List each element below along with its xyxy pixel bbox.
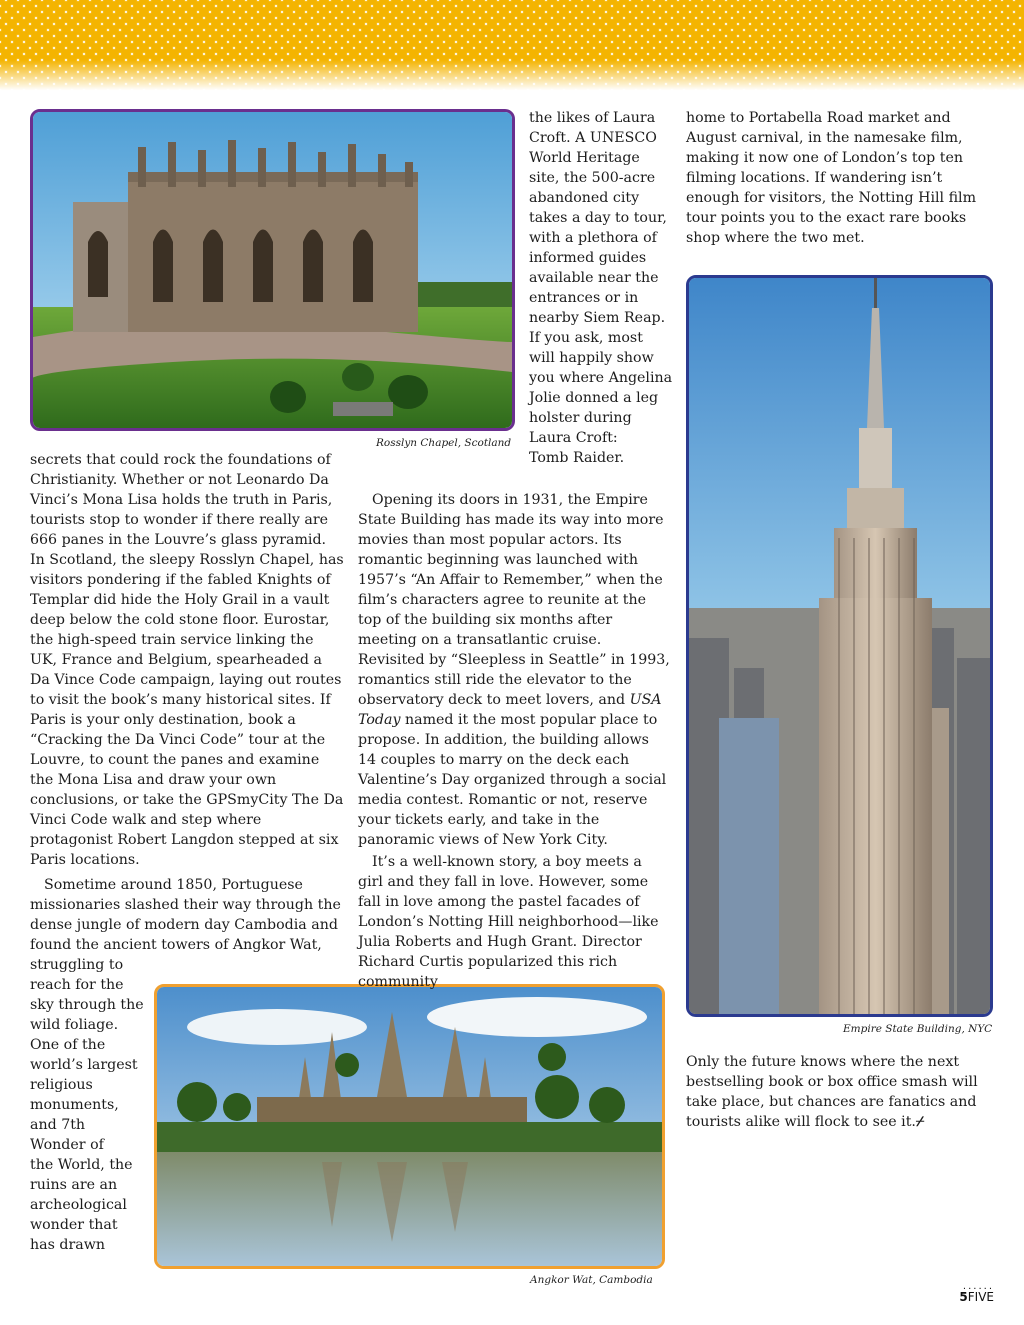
narrow-line: Laura Croft: [529, 430, 618, 446]
empire-text-before: Opening its doors in 1931, the Empire State Building has made its way into more movies than most popular actors. Its romantic beginning was launched with 1957’s “An Affair to Remember,” when the film’s characters agree to reunite at the top of the building six months after meeting on a transatlantic cruise. Revisited by “Sleepless in Seattle” in 1993, romantics still ride the elevator to the observatory deck to meet lovers, and [358, 492, 670, 708]
page-number-dots: ...... [962, 1281, 994, 1292]
narrow-line: and 7th [30, 1117, 86, 1133]
empire-paragraph [358, 490, 670, 850]
column1-paragraph2 [30, 875, 345, 955]
end-mark-icon: ⌿ [915, 1114, 925, 1130]
narrow-line: Jolie donned a leg [529, 390, 659, 406]
narrow-line: informed guides [529, 250, 647, 266]
narrow-line: abandoned city [529, 190, 640, 206]
notting-hill-continued-paragraph: home to Portabella Road market and August carnival, in the namesake film, making it now one of London’s top ten filming locations. If wandering isn’t enough for visitors, the Notting Hill film tour points you to the exact rare books shop where the two met. [686, 110, 977, 246]
rosslyn-caption: Rosslyn Chapel, Scotland [376, 437, 512, 449]
narrow-line: wonder that [30, 1217, 118, 1233]
page-number-digit: 5 [959, 1290, 968, 1304]
column2-narrow-text [529, 108, 679, 468]
narrow-line: the likes of Laura [529, 110, 656, 126]
narrow-line: sky through the [30, 997, 144, 1013]
narrow-line: with a plethora of [529, 230, 657, 246]
dotted-header-fade [0, 60, 1024, 92]
narrow-line: archeological [30, 1197, 127, 1213]
rosslyn-chapel-photo [30, 109, 515, 431]
narrow-line: monuments, [30, 1097, 119, 1113]
column2-notting-text [358, 852, 670, 992]
narrow-line: struggling to [30, 957, 124, 973]
narrow-line: you where Angelina [529, 370, 673, 386]
angkor-wat-photo [154, 984, 665, 1269]
column1-paragraph1 [30, 450, 345, 870]
narrow-line: takes a day to tour, [529, 210, 667, 226]
usa-today-italic: USA Today [358, 692, 662, 728]
empire-caption: Empire State Building, NYC [843, 1023, 993, 1035]
page-number [959, 1281, 994, 1304]
page-number-word: FIVE [967, 1290, 994, 1304]
narrow-line: world’s largest [30, 1057, 138, 1073]
narrow-line: One of the [30, 1037, 106, 1053]
narrow-line: Tomb Raider. [529, 450, 625, 466]
empire-state-photo [686, 275, 993, 1017]
narrow-line: wild foliage. [30, 1017, 119, 1033]
angkor-paragraph-start: Sometime around 1850, Portuguese missionaries slashed their way through the dense jungle of modern day Cambodia and found the ancient towers of Angkor Wat, [30, 877, 341, 953]
narrow-line: the World, the [30, 1157, 133, 1173]
angkor-caption: Angkor Wat, Cambodia [530, 1274, 653, 1286]
notting-hill-paragraph: It’s a well-known story, a boy meets a girl and they fall in love. However, some fall in love among the pastel facades of London’s Notting Hill neighborhood—like Julia Roberts and Hugh Grant. Director Richard Curtis popularized this rich community [358, 854, 659, 990]
column1-narrow-text [30, 955, 150, 1255]
column3-top-text [686, 108, 996, 248]
narrow-line: If you ask, most [529, 330, 643, 346]
narrow-line: entrances or in [529, 290, 639, 306]
narrow-line: reach for the [30, 977, 124, 993]
narrow-line: will happily show [529, 350, 654, 366]
narrow-line: religious [30, 1077, 93, 1093]
closing-text: Only the future knows where the next bestselling book or box office smash will take place, but chances are fanatics and tourists alike will flock to see it. [686, 1054, 978, 1130]
column2-main-text [358, 490, 670, 850]
narrow-line: Wonder of [30, 1137, 104, 1153]
narrow-line: available near the [529, 270, 659, 286]
narrow-line: has drawn [30, 1237, 105, 1253]
narrow-line: Croft. A UNESCO [529, 130, 657, 146]
column3-bottom-text [686, 1052, 986, 1132]
da-vinci-paragraph: secrets that could rock the foundations of Christianity. Whether or not Leonardo Da Vinci’s Mona Lisa holds the truth in Paris, tourists stop to wonder if there really are 666 panes in the Louvre’s glass pyramid. In Scotland, the sleepy Rosslyn Chapel, has visitors pondering if the fabled Knights of Templar did hide the Holy Grail in a vault deep below the cold stone floor. Eurostar, the high-speed train service linking the UK, France and Belgium, spearheaded a Da Vince Code campaign, laying out routes to visit the book’s many historical sites. If Paris is your only destination, book a “Cracking the Da Vinci Code” tour at the Louvre, to count the panes and examine the Mona Lisa and draw your own conclusions, or take the GPSmyCity The Da Vinci Code walk and step where protagonist Robert Langdon stepped at six Paris locations. [30, 452, 344, 868]
narrow-line: World Heritage [529, 150, 640, 166]
narrow-line: ruins are an [30, 1177, 118, 1193]
narrow-line: nearby Siem Reap. [529, 310, 666, 326]
narrow-line: holster during [529, 410, 632, 426]
empire-text-after: named it the most popular place to propose. In addition, the building allows 14 couples to marry on the deck each Valentine’s Day organized through a social media contest. Romantic or not, reserve your tickets early, and take in the panoramic views of New York City. [358, 712, 667, 848]
narrow-line: site, the 500-acre [529, 170, 656, 186]
closing-paragraph [686, 1052, 986, 1132]
